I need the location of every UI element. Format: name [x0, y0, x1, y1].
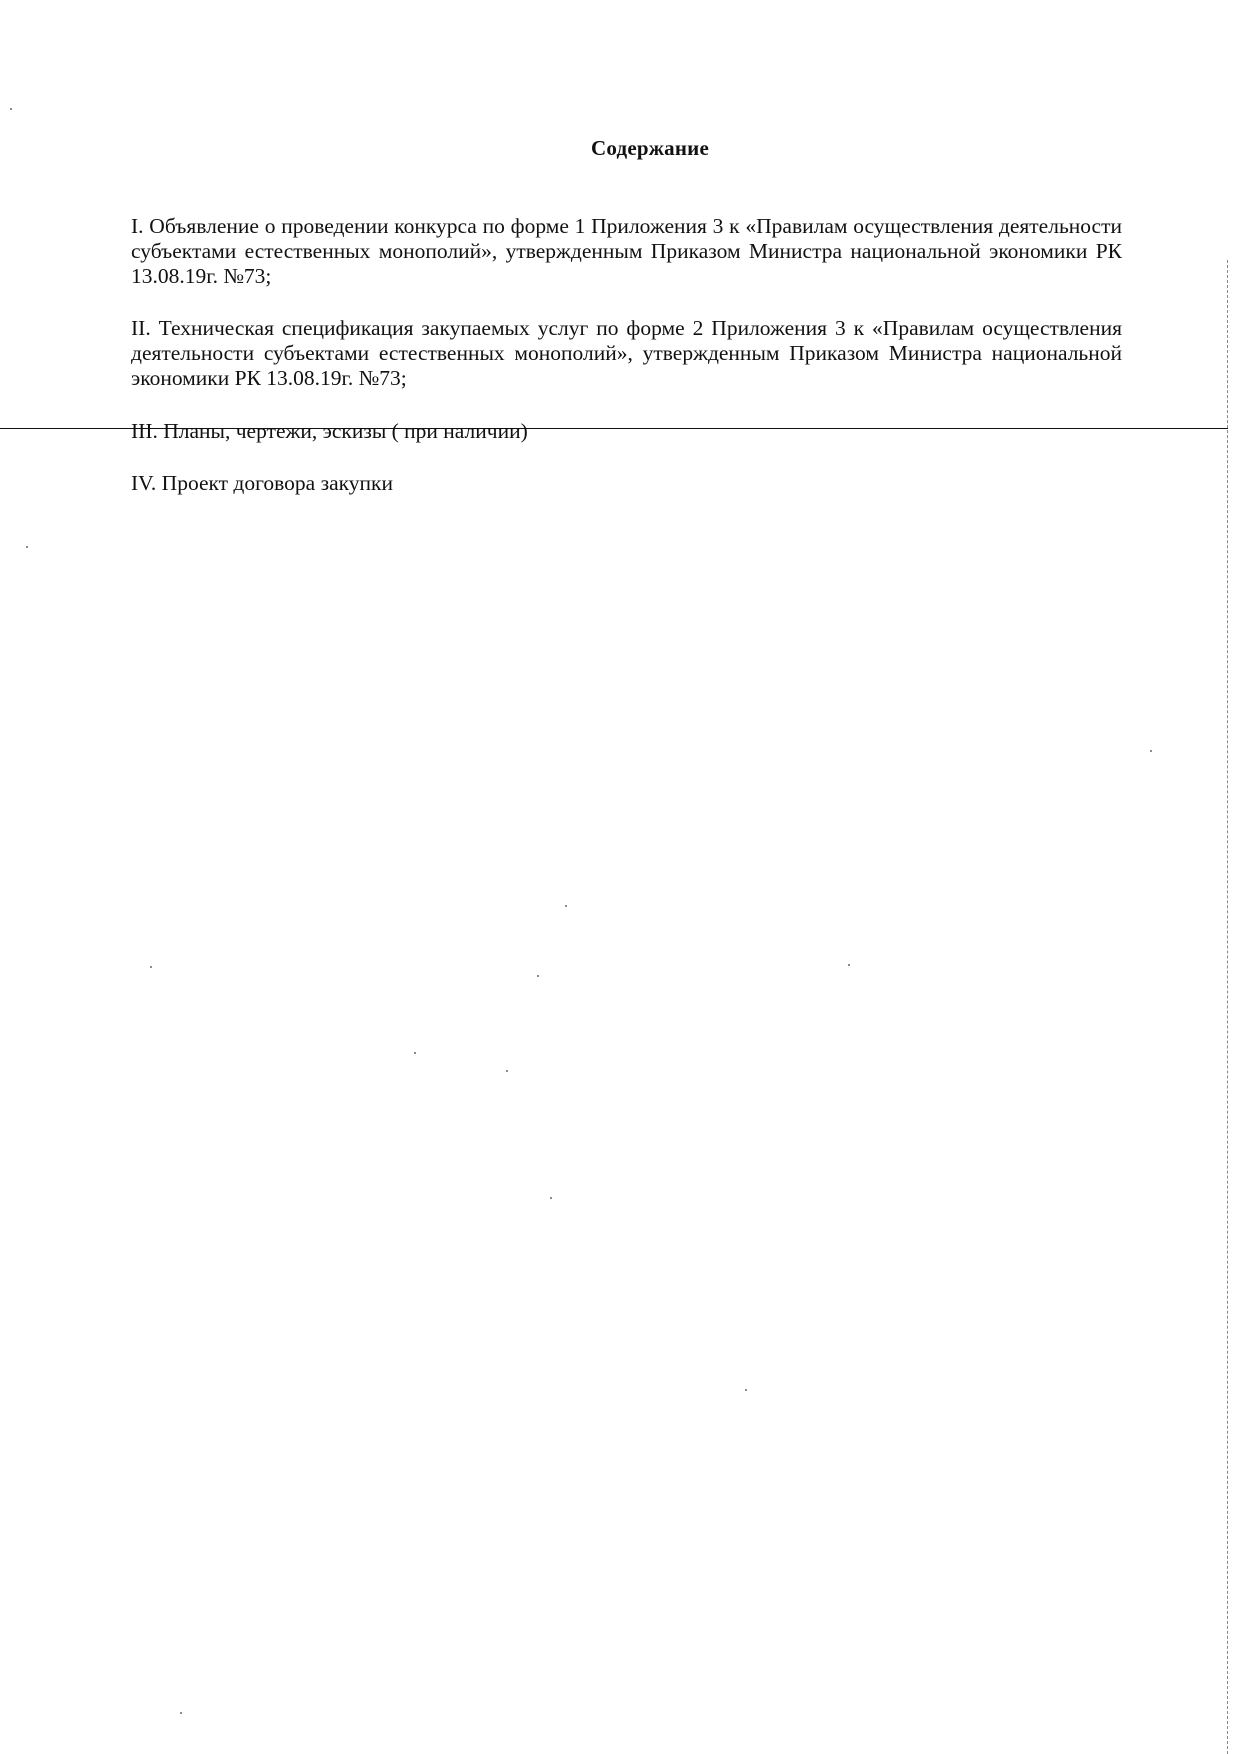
- scan-speck: [10, 108, 12, 110]
- scan-speck: [1150, 750, 1152, 752]
- contents-item-1: I. Объявление о проведении конкурса по форме 1 Приложения 3 к «Правилам осуществления деятельности субъектами естественных монополий», утвержденным Приказом Министра национальной экономики РК 13.08.19г. №73;: [131, 214, 1122, 288]
- scan-speck: [745, 1389, 747, 1391]
- scan-speck: [26, 546, 28, 548]
- scan-speck: [537, 975, 539, 977]
- contents-item-2: II. Техническая спецификация закупаемых услуг по форме 2 Приложения 3 к «Правилам осуществления деятельности субъектами естественных монополий», утвержденным Приказом Министра национальной экономики РК 13.08.19г. №73;: [131, 316, 1122, 390]
- contents-item-4: IV. Проект договора закупки: [131, 471, 393, 495]
- scan-speck: [550, 1197, 552, 1199]
- scan-speck: [150, 966, 152, 968]
- scan-speck: [848, 964, 850, 966]
- scan-speck: [565, 905, 567, 907]
- page-title: Содержание: [591, 136, 709, 160]
- scan-speck: [506, 1070, 508, 1072]
- scan-speck: [180, 1712, 182, 1714]
- contents-item-3: III. Планы, чертежи, эскизы ( при наличии): [131, 419, 528, 443]
- scan-edge-line: [1227, 260, 1228, 1754]
- scan-speck: [414, 1052, 416, 1054]
- strikethrough-line: [0, 428, 1228, 429]
